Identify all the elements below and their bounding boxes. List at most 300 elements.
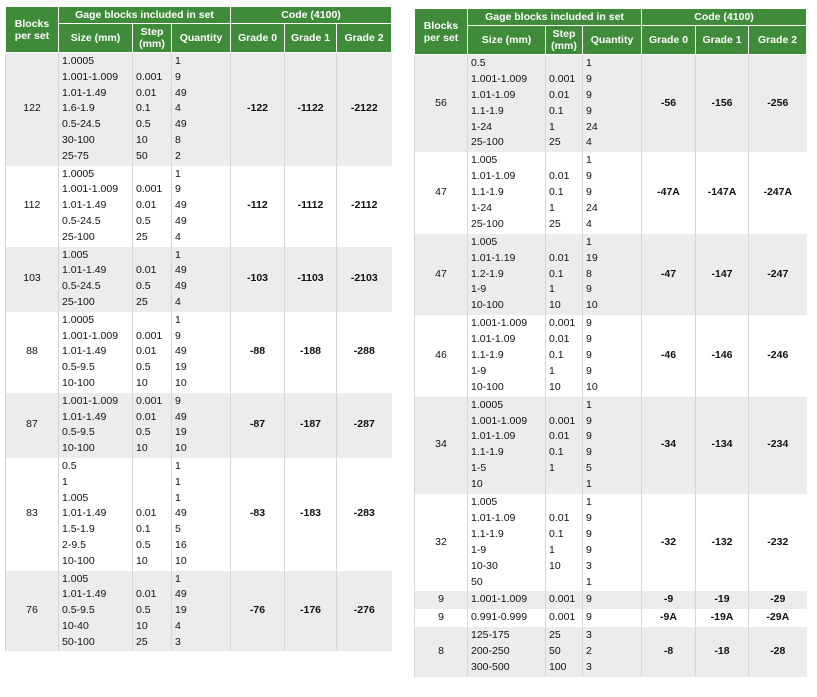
quantity-value: 4 — [175, 619, 181, 632]
step-value: 0.01 — [549, 511, 570, 524]
quantity-value: 9 — [586, 72, 592, 85]
quantity-value: 19 — [175, 361, 187, 374]
step-value — [136, 248, 168, 264]
code-grade-2-cell: -256 — [749, 55, 807, 153]
code-grade-2-cell: -287 — [337, 393, 392, 458]
size-cell — [468, 234, 546, 315]
step-cell — [546, 627, 583, 677]
size-cell — [59, 247, 133, 312]
quantity-value: 9 — [586, 611, 592, 624]
size-cell — [468, 627, 546, 677]
size-value: 1-9 — [471, 364, 487, 377]
code-grade-2-cell: -246 — [749, 315, 807, 396]
quantity-value: 3 — [175, 635, 181, 648]
quantity-cell — [583, 315, 642, 396]
size-value: 1-9 — [471, 283, 487, 296]
code-grade-0-cell: -56 — [642, 55, 696, 153]
quantity-value: 9 — [586, 317, 592, 330]
size-cell — [468, 55, 546, 153]
blocks-per-set-cell: 9 — [415, 591, 468, 609]
quantity-value: 9 — [586, 446, 592, 459]
header-step: Step (mm) — [133, 24, 172, 53]
quantity-value: 8 — [175, 133, 181, 146]
step-value: 0.01 — [549, 430, 570, 443]
blocks-per-set-cell: 83 — [6, 458, 59, 571]
size-value: 10-40 — [62, 619, 89, 632]
step-value: 0.01 — [136, 86, 157, 99]
gage-block-table-right — [414, 8, 807, 677]
step-value: 0.01 — [136, 410, 157, 423]
gage-block-table-left — [5, 6, 392, 651]
quantity-cell — [172, 393, 231, 458]
blocks-per-set-cell: 34 — [415, 397, 468, 494]
size-cell — [468, 315, 546, 396]
step-value: 0.5 — [136, 538, 151, 551]
step-value: 0.01 — [136, 507, 157, 520]
blocks-per-set-cell: 88 — [6, 312, 59, 393]
step-value: 10 — [136, 619, 148, 632]
step-value: 0.5 — [136, 118, 151, 131]
step-value: 0.1 — [136, 102, 151, 115]
step-cell — [546, 397, 583, 494]
code-grade-1-cell: -132 — [696, 494, 749, 591]
size-value: 0.5 — [62, 459, 77, 472]
size-value: 1.1-1.9 — [471, 186, 504, 199]
header-size: Size (mm) — [468, 26, 546, 55]
code-grade-2-cell: -29 — [749, 591, 807, 609]
size-value: 1.0005 — [62, 313, 95, 326]
size-value: 10-100 — [471, 380, 504, 393]
code-grade-1-cell: -19A — [696, 609, 749, 627]
size-value: 1.01-1.49 — [62, 588, 107, 601]
step-value — [136, 167, 168, 183]
size-value: 1.001-1.009 — [471, 72, 528, 85]
header-grade-2: Grade 2 — [337, 24, 392, 53]
quantity-cell — [583, 397, 642, 494]
table-row — [415, 494, 807, 591]
code-grade-2-cell: -2103 — [337, 247, 392, 312]
step-cell — [133, 166, 172, 247]
size-cell — [59, 312, 133, 393]
table-row — [6, 312, 392, 393]
table-row — [6, 53, 392, 166]
step-value: 10 — [549, 380, 561, 393]
quantity-value: 2 — [586, 645, 592, 658]
size-value: 25-100 — [62, 230, 95, 243]
blocks-per-set-cell: 56 — [415, 55, 468, 153]
code-grade-1-cell: -146 — [696, 315, 749, 396]
size-value: 1.005 — [471, 235, 498, 248]
step-value: 0.01 — [136, 345, 157, 358]
step-value — [549, 235, 579, 251]
code-grade-2-cell: -276 — [337, 571, 392, 652]
quantity-value: 9 — [586, 104, 592, 117]
size-value: 1-5 — [471, 462, 487, 475]
code-grade-1-cell: -19 — [696, 591, 749, 609]
code-grade-2-cell: -28 — [749, 627, 807, 677]
step-value — [136, 313, 168, 329]
size-value: 0.5-9.5 — [62, 604, 95, 617]
size-value: 1.001-1.009 — [62, 183, 119, 196]
step-value: 0.01 — [549, 333, 570, 346]
quantity-cell — [172, 166, 231, 247]
step-cell — [133, 247, 172, 312]
quantity-value: 5 — [586, 462, 592, 475]
step-value: 10 — [136, 442, 148, 455]
code-grade-1-cell: -18 — [696, 627, 749, 677]
quantity-value: 9 — [586, 414, 592, 427]
code-grade-0-cell: -47 — [642, 234, 696, 315]
step-value: 25 — [136, 635, 148, 648]
quantity-value: 49 — [175, 280, 187, 293]
quantity-value: 4 — [175, 295, 181, 308]
step-value: 0.1 — [549, 104, 564, 117]
table-body — [415, 55, 807, 677]
quantity-value: 1 — [175, 248, 181, 261]
quantity-value: 4 — [586, 217, 592, 230]
size-value: 50-100 — [62, 635, 95, 648]
size-value: 1-24 — [471, 202, 493, 215]
quantity-value: 9 — [586, 349, 592, 362]
code-grade-2-cell: -29A — [749, 609, 807, 627]
step-value: 0.001 — [549, 593, 576, 606]
size-cell — [468, 397, 546, 494]
size-value: 10-100 — [62, 376, 95, 389]
header-grade-1: Grade 1 — [285, 24, 337, 53]
step-value: 0.01 — [549, 251, 570, 264]
code-grade-1-cell: -1112 — [285, 166, 337, 247]
quantity-value: 49 — [175, 588, 187, 601]
step-value: 10 — [136, 376, 148, 389]
quantity-cell — [583, 591, 642, 609]
size-value: 1.01-1.19 — [471, 251, 516, 264]
table-row — [6, 393, 392, 458]
code-grade-0-cell: -88 — [231, 312, 285, 393]
code-grade-0-cell: -9A — [642, 609, 696, 627]
quantity-value: 1 — [586, 496, 592, 509]
quantity-value: 16 — [175, 538, 187, 551]
size-value: 0.5-24.5 — [62, 214, 101, 227]
step-value: 1 — [549, 283, 555, 296]
size-value: 1.001-1.009 — [62, 394, 119, 407]
size-value: 10-100 — [471, 299, 504, 312]
quantity-value: 49 — [175, 410, 187, 423]
size-value: 30-100 — [62, 133, 95, 146]
table-row — [6, 166, 392, 247]
code-grade-0-cell: -8 — [642, 627, 696, 677]
step-value: 0.01 — [136, 588, 157, 601]
quantity-value: 9 — [175, 329, 181, 342]
size-value: 0.5-24.5 — [62, 118, 101, 131]
size-value: 1.001-1.009 — [471, 414, 528, 427]
size-value: 1.1-1.9 — [471, 104, 504, 117]
code-grade-2-cell: -2122 — [337, 53, 392, 166]
quantity-value: 10 — [175, 376, 187, 389]
quantity-value: 1 — [175, 313, 181, 326]
quantity-value: 9 — [175, 394, 181, 407]
quantity-value: 9 — [586, 333, 592, 346]
step-value — [549, 575, 579, 591]
code-grade-2-cell: -247 — [749, 234, 807, 315]
step-value: 0.1 — [549, 186, 564, 199]
quantity-value: 9 — [175, 183, 181, 196]
code-grade-0-cell: -83 — [231, 458, 285, 571]
size-value: 1.01-1.09 — [471, 88, 516, 101]
code-grade-0-cell: -47A — [642, 152, 696, 233]
quantity-value: 1 — [586, 398, 592, 411]
step-value: 0.5 — [136, 426, 151, 439]
quantity-value: 9 — [586, 364, 592, 377]
table-row — [415, 627, 807, 677]
quantity-value: 9 — [586, 88, 592, 101]
quantity-value: 49 — [175, 507, 187, 520]
code-grade-0-cell: -103 — [231, 247, 285, 312]
step-cell — [546, 152, 583, 233]
step-cell — [546, 55, 583, 153]
step-value: 25 — [549, 629, 561, 642]
code-grade-1-cell: -176 — [285, 571, 337, 652]
quantity-cell — [583, 55, 642, 153]
size-value: 10-30 — [471, 559, 498, 572]
size-value: 1.0005 — [62, 167, 95, 180]
size-value: 125-175 — [471, 629, 510, 642]
step-value: 0.001 — [136, 183, 163, 196]
step-value — [136, 459, 168, 475]
quantity-value: 9 — [586, 593, 592, 606]
size-value: 1.1-1.9 — [471, 446, 504, 459]
quantity-value: 1 — [586, 478, 592, 491]
code-grade-2-cell: -232 — [749, 494, 807, 591]
code-grade-0-cell: -34 — [642, 397, 696, 494]
size-value: 1.01-1.49 — [62, 507, 107, 520]
table-row — [415, 397, 807, 494]
code-grade-2-cell: -288 — [337, 312, 392, 393]
size-value: 25-100 — [471, 136, 504, 149]
step-value — [136, 475, 168, 491]
header-blocks-per-set: Blocks per set — [6, 7, 59, 53]
size-cell — [468, 609, 546, 627]
size-value: 10-100 — [62, 442, 95, 455]
quantity-value: 1 — [175, 572, 181, 585]
step-value — [549, 398, 579, 414]
code-grade-1-cell: -1103 — [285, 247, 337, 312]
quantity-value: 19 — [175, 604, 187, 617]
quantity-cell — [583, 234, 642, 315]
step-value: 10 — [549, 559, 561, 572]
size-value: 1-9 — [471, 543, 487, 556]
header-grade-1: Grade 1 — [696, 26, 749, 55]
size-value: 1.01-1.49 — [62, 345, 107, 358]
blocks-per-set-cell: 76 — [6, 571, 59, 652]
size-value: 25-100 — [471, 217, 504, 230]
quantity-value: 1 — [175, 491, 181, 504]
header-blocks-per-set: Blocks per set — [415, 9, 468, 55]
step-value: 10 — [549, 299, 561, 312]
quantity-cell — [172, 571, 231, 652]
step-value: 0.01 — [549, 88, 570, 101]
step-value: 0.001 — [549, 611, 576, 624]
table-row — [6, 247, 392, 312]
step-value: 10 — [136, 554, 148, 567]
size-value: 1.01-1.49 — [62, 199, 107, 212]
quantity-value: 3 — [586, 660, 592, 673]
size-value: 0.5-9.5 — [62, 426, 95, 439]
size-value: 0.5-9.5 — [62, 361, 95, 374]
header-size: Size (mm) — [59, 24, 133, 53]
quantity-value: 4 — [586, 136, 592, 149]
step-value: 0.001 — [136, 70, 163, 83]
quantity-value: 9 — [586, 511, 592, 524]
step-cell — [546, 494, 583, 591]
size-value: 1.01-1.09 — [471, 333, 516, 346]
step-value: 0.001 — [136, 394, 163, 407]
code-grade-0-cell: -46 — [642, 315, 696, 396]
quantity-value: 49 — [175, 345, 187, 358]
quantity-value: 49 — [175, 264, 187, 277]
quantity-value: 1 — [586, 235, 592, 248]
code-grade-1-cell: -188 — [285, 312, 337, 393]
header-gage-blocks-included: Gage blocks included in set — [468, 9, 642, 26]
code-grade-1-cell: -147 — [696, 234, 749, 315]
code-grade-1-cell: -187 — [285, 393, 337, 458]
code-grade-0-cell: -76 — [231, 571, 285, 652]
step-cell — [133, 393, 172, 458]
quantity-value: 1 — [586, 575, 592, 588]
code-grade-1-cell: -183 — [285, 458, 337, 571]
step-cell — [133, 312, 172, 393]
size-value: 200-250 — [471, 645, 510, 658]
quantity-cell — [583, 609, 642, 627]
quantity-value: 9 — [586, 283, 592, 296]
step-value — [549, 56, 579, 72]
header-grade-0: Grade 0 — [231, 24, 285, 53]
quantity-value: 9 — [586, 543, 592, 556]
header-grade-2: Grade 2 — [749, 26, 807, 55]
step-value: 0.1 — [549, 267, 564, 280]
step-value: 0.5 — [136, 361, 151, 374]
size-cell — [468, 494, 546, 591]
size-value: 1.005 — [62, 491, 89, 504]
code-grade-1-cell: -156 — [696, 55, 749, 153]
step-value: 100 — [549, 660, 567, 673]
step-value: 50 — [136, 149, 148, 162]
quantity-value: 49 — [175, 214, 187, 227]
size-value: 1.6-1.9 — [62, 102, 95, 115]
size-value: 1 — [62, 475, 68, 488]
header-quantity: Quantity — [172, 24, 231, 53]
step-value: 1 — [549, 364, 555, 377]
table-body — [6, 53, 392, 652]
step-cell — [133, 53, 172, 166]
quantity-value: 49 — [175, 86, 187, 99]
quantity-cell — [583, 627, 642, 677]
step-cell — [133, 571, 172, 652]
quantity-cell — [172, 312, 231, 393]
size-cell — [59, 166, 133, 247]
blocks-per-set-cell: 47 — [415, 234, 468, 315]
size-value: 1.001-1.009 — [471, 593, 528, 606]
table-row — [415, 55, 807, 153]
step-value: 0.1 — [549, 446, 564, 459]
size-value: 1.005 — [471, 154, 498, 167]
code-grade-0-cell: -112 — [231, 166, 285, 247]
size-value: 0.991-0.999 — [471, 611, 528, 624]
size-value: 1.5-1.9 — [62, 523, 95, 536]
quantity-value: 10 — [586, 380, 598, 393]
quantity-cell — [583, 494, 642, 591]
table-row — [415, 152, 807, 233]
size-value: 1.1-1.9 — [471, 527, 504, 540]
header-step: Step (mm) — [546, 26, 583, 55]
blocks-per-set-cell: 9 — [415, 609, 468, 627]
step-value: 1 — [549, 543, 555, 556]
quantity-value: 10 — [586, 299, 598, 312]
size-value: 1.01-1.49 — [62, 86, 107, 99]
quantity-value: 1 — [586, 154, 592, 167]
step-value: 25 — [136, 295, 148, 308]
quantity-cell — [172, 53, 231, 166]
step-value: 0.01 — [136, 264, 157, 277]
size-value: 0.5-24.5 — [62, 280, 101, 293]
quantity-value: 1 — [175, 55, 181, 67]
quantity-value: 1 — [175, 459, 181, 472]
quantity-value: 5 — [175, 523, 181, 536]
step-value: 0.01 — [136, 199, 157, 212]
blocks-per-set-cell: 103 — [6, 247, 59, 312]
size-value: 50 — [471, 575, 483, 588]
table-row — [415, 591, 807, 609]
step-value — [136, 572, 168, 588]
step-cell — [546, 234, 583, 315]
size-value: 25-100 — [62, 295, 95, 308]
blocks-per-set-cell: 46 — [415, 315, 468, 396]
code-grade-2-cell: -283 — [337, 458, 392, 571]
step-value: 25 — [549, 136, 561, 149]
size-value: 1.001-1.009 — [62, 329, 119, 342]
size-value: 1.005 — [471, 496, 498, 509]
step-value: 25 — [549, 217, 561, 230]
code-grade-0-cell: -9 — [642, 591, 696, 609]
quantity-cell — [172, 458, 231, 571]
code-grade-1-cell: -134 — [696, 397, 749, 494]
quantity-value: 9 — [586, 170, 592, 183]
quantity-value: 19 — [586, 251, 598, 264]
table-row — [415, 609, 807, 627]
step-value: 1 — [549, 120, 555, 133]
quantity-value: 4 — [175, 102, 181, 115]
size-value: 1-24 — [471, 120, 493, 133]
quantity-value: 1 — [586, 57, 592, 69]
step-value: 1 — [549, 202, 555, 215]
code-grade-2-cell: -247A — [749, 152, 807, 233]
size-value: 1.001-1.009 — [471, 317, 528, 330]
quantity-value: 3 — [586, 629, 592, 642]
step-value — [549, 477, 579, 493]
blocks-per-set-cell: 8 — [415, 627, 468, 677]
code-grade-0-cell: -32 — [642, 494, 696, 591]
step-value — [549, 153, 579, 169]
size-value: 10 — [471, 478, 483, 491]
step-value: 0.1 — [549, 349, 564, 362]
quantity-value: 9 — [586, 186, 592, 199]
size-cell — [468, 152, 546, 233]
quantity-value: 24 — [586, 120, 598, 133]
code-grade-1-cell: -1122 — [285, 53, 337, 166]
step-value: 25 — [136, 230, 148, 243]
step-value: 0.01 — [549, 170, 570, 183]
header-code: Code (4100) — [231, 7, 392, 24]
size-value: 300-500 — [471, 660, 510, 673]
